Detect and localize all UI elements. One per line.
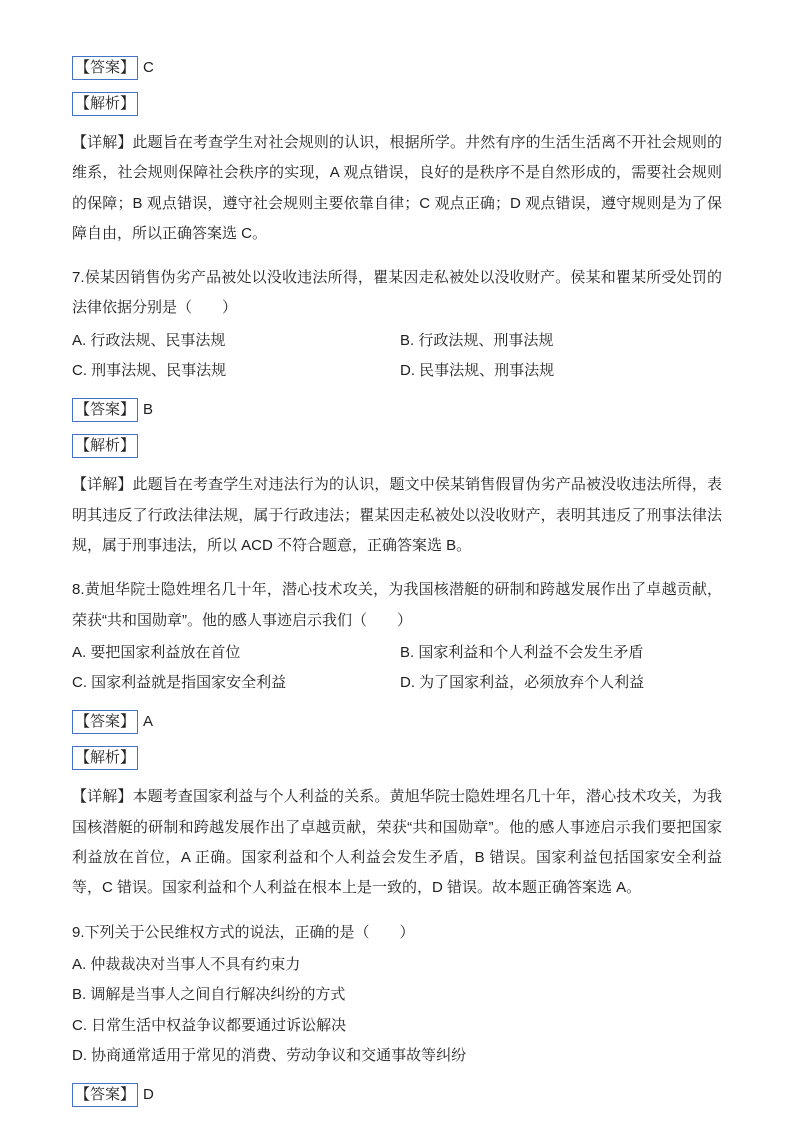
option-d: D. 为了国家利益，必须放弃个人利益 xyxy=(400,674,645,692)
option-a: A. 行政法规、民事法规 xyxy=(72,331,226,349)
question-9 xyxy=(72,918,722,1107)
option-c: C. 日常生活中权益争议都要通过诉讼解决 xyxy=(72,1016,347,1034)
answer-line xyxy=(72,710,722,734)
analysis-line xyxy=(72,746,722,770)
analysis-label: 【解析】 xyxy=(72,434,138,458)
question-stem: 9.下列关于公民维权方式的说法，正确的是（ ） xyxy=(72,923,415,941)
answer-line xyxy=(72,398,722,422)
answer-label: 【答案】 xyxy=(72,1083,138,1107)
answer-label: 【答案】 xyxy=(72,56,138,80)
detail-paragraph: 【详解】此题旨在考查学生对违法行为的认识，题文中侯某销售假冒伪劣产品被没收违法所得，表明其违反了行政法律法规，属于行政违法；瞿某因走私被处以没收财产，表明其违反了刑事法律法规，属于刑事违法，所以 ACD 不符合题意，正确答案选 B。 xyxy=(72,476,722,554)
answer-line xyxy=(72,1083,722,1107)
option-c: C. 刑事法规、民事法规 xyxy=(72,362,227,380)
answer-value: B xyxy=(143,401,154,419)
analysis-line xyxy=(72,434,722,458)
option-d: D. 民事法规、刑事法规 xyxy=(400,362,555,380)
option-b: B. 行政法规、刑事法规 xyxy=(400,331,554,349)
option-d: D. 协商通常适用于常见的消费、劳动争议和交通事故等纠纷 xyxy=(72,1046,467,1064)
options-list xyxy=(72,950,722,1071)
analysis-label: 【解析】 xyxy=(72,746,138,770)
detail-paragraph: 【详解】本题考查国家利益与个人利益的关系。黄旭华院士隐姓埋名几十年，潜心技术攻关，为我国核潜艇的研制和跨越发展作出了卓越贡献，荣获“共和国勋章”。他的感人事迹启示我们要把国家利益放在首位，A 正确。国家利益和个人利益会发生矛盾，B 错误。国家利益包括国家安全利益等，C 错误。国家利益和个人利益在根本上是一致的，D 错误。故本题正确答案选 A。 xyxy=(72,788,722,897)
analysis-label: 【解析】 xyxy=(72,92,138,116)
option-a: A. 仲裁裁决对当事人不具有约束力 xyxy=(72,955,301,973)
question-8 xyxy=(72,575,722,903)
answer-value: D xyxy=(143,1086,154,1104)
question-stem: 7.侯某因销售伪劣产品被处以没收违法所得，瞿某因走私被处以没收财产。侯某和瞿某所受处罚的法律依据分别是（ ） xyxy=(72,269,722,317)
options-grid xyxy=(72,638,722,699)
answer-label: 【答案】 xyxy=(72,398,138,422)
detail-paragraph: 【详解】此题旨在考查学生对社会规则的认识，根据所学。井然有序的生活生活离不开社会规则的维系，社会规则保障社会秩序的实现，A 观点错误，良好的是秩序不是自然形成的，需要社会规则的保障；B 观点错误，遵守社会规则主要依靠自律；C 观点正确；D 观点错误，遵守规则是为了保障自由，所以正确答案选 C。 xyxy=(72,134,722,242)
option-b: B. 国家利益和个人利益不会发生矛盾 xyxy=(400,643,644,661)
option-c: C. 国家利益就是指国家安全利益 xyxy=(72,674,287,692)
answer-label: 【答案】 xyxy=(72,710,138,734)
answer-value: A xyxy=(143,713,154,731)
options-grid xyxy=(72,326,722,387)
answer-value: C xyxy=(143,59,154,76)
option-b: B. 调解是当事人之间自行解决纠纷的方式 xyxy=(72,986,346,1004)
answer-line xyxy=(72,56,722,80)
question-7 xyxy=(72,263,722,561)
question-6-solution xyxy=(72,56,722,249)
question-stem: 8.黄旭华院士隐姓埋名几十年，潜心技术攻关，为我国核潜艇的研制和跨越发展作出了卓越贡献，荣获“共和国勋章”。他的感人事迹启示我们（ ） xyxy=(72,581,722,629)
analysis-line xyxy=(72,92,722,116)
option-a: A. 要把国家利益放在首位 xyxy=(72,643,241,661)
